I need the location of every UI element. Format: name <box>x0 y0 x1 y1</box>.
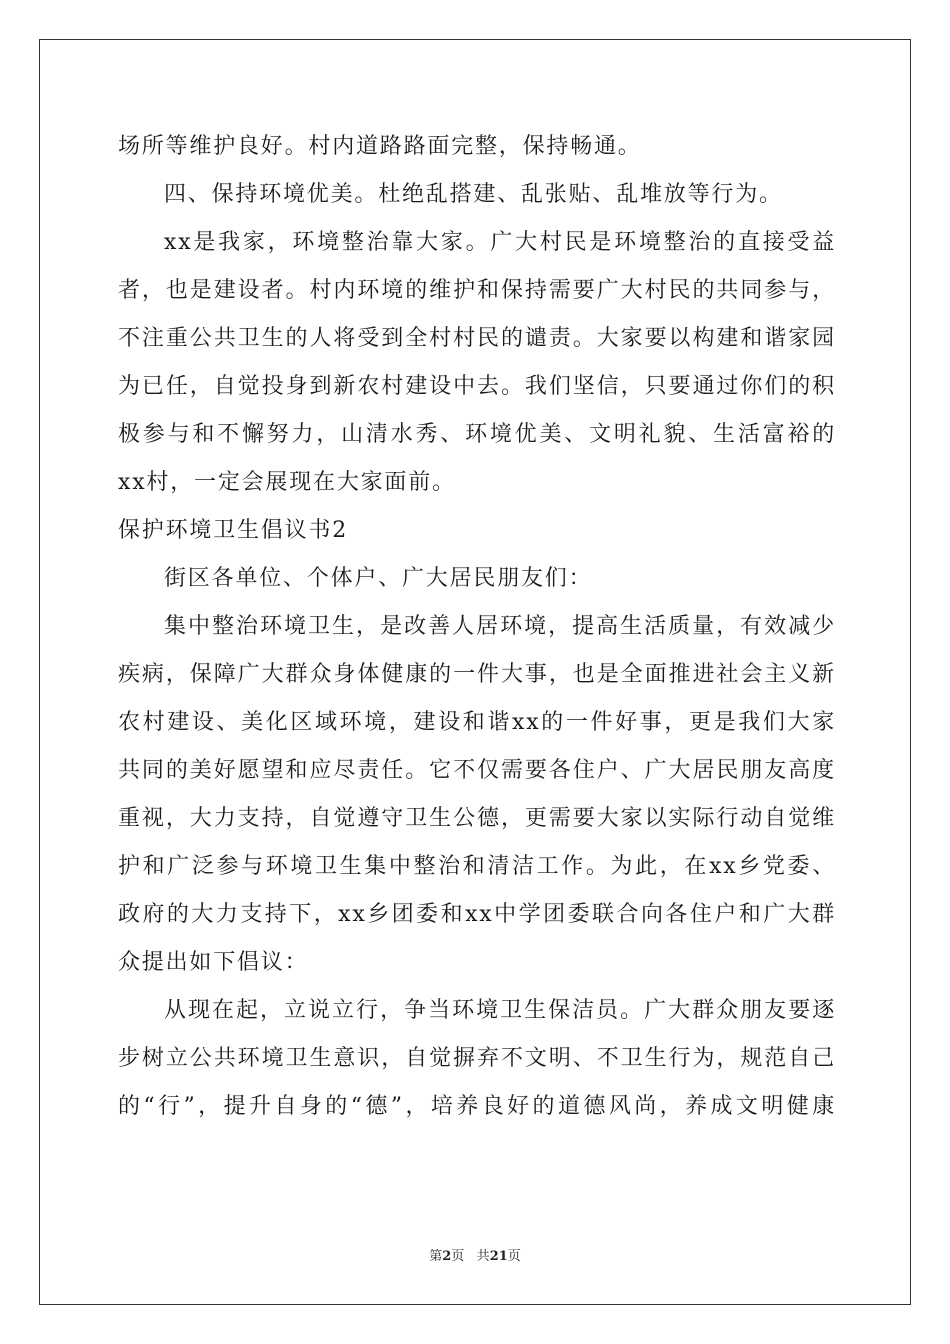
total-suffix: 页 <box>507 1249 521 1264</box>
total-pages: 21 <box>489 1249 508 1264</box>
text-line: 的“行”，提升自身的“德”，培养良好的道德风尚，养成文明健康 <box>118 1094 836 1119</box>
page-suffix: 页 <box>451 1249 465 1264</box>
text-line: 场所等维护良好。村内道路路面完整，保持畅通。 <box>118 134 642 159</box>
page-number: 2 <box>442 1249 452 1264</box>
text-line: 疾病，保障广大群众身体健康的一件大事，也是全面推进社会主义新 <box>118 662 836 687</box>
text-line: 为已任，自觉投身到新农村建设中去。我们坚信，只要通过你们的积 <box>118 374 836 399</box>
page-prefix: 第 <box>429 1249 443 1264</box>
text-line: xx村，一定会展现在大家面前。 <box>118 470 456 495</box>
document-body <box>118 123 836 1131</box>
text-line: 共同的美好愿望和应尽责任。它不仅需要各住户、广大居民朋友高度 <box>118 758 836 783</box>
section-heading: 保护环境卫生倡议书2 <box>118 518 348 543</box>
text-line: 农村建设、美化区域环境，建设和谐xx的一件好事，更是我们大家 <box>118 710 836 735</box>
text-line: 不注重公共卫生的人将受到全村村民的谴责。大家要以构建和谐家园 <box>118 326 836 351</box>
page-footer <box>0 1245 950 1264</box>
text-line: 护和广泛参与环境卫生集中整治和清洁工作。为此，在xx乡党委、 <box>118 854 836 879</box>
text-line: 者，也是建设者。村内环境的维护和保持需要广大村民的共同参与， <box>118 278 836 303</box>
text-line: 极参与和不懈努力，山清水秀、环境优美、文明礼貌、生活富裕的 <box>118 422 836 447</box>
text-line: xx是我家，环境整治靠大家。广大村民是环境整治的直接受益 <box>164 230 836 255</box>
text-line: 四、保持环境优美。杜绝乱搭建、乱张贴、乱堆放等行为。 <box>164 182 783 207</box>
salutation: 街区各单位、个体户、广大居民朋友们： <box>164 566 593 591</box>
text-line: 重视，大力支持，自觉遵守卫生公德，更需要大家以实际行动自觉维 <box>118 806 836 831</box>
text-line: 从现在起，立说立行，争当环境卫生保洁员。广大群众朋友要逐 <box>164 998 836 1023</box>
text-line: 众提出如下倡议： <box>118 950 309 975</box>
text-line: 步树立公共环境卫生意识，自觉摒弃不文明、不卫生行为，规范自己 <box>118 1046 836 1071</box>
total-prefix: 共 <box>476 1249 490 1264</box>
text-line: 政府的大力支持下，xx乡团委和xx中学团委联合向各住户和广大群 <box>118 902 836 927</box>
text-line: 集中整治环境卫生，是改善人居环境，提高生活质量，有效减少 <box>164 614 836 639</box>
